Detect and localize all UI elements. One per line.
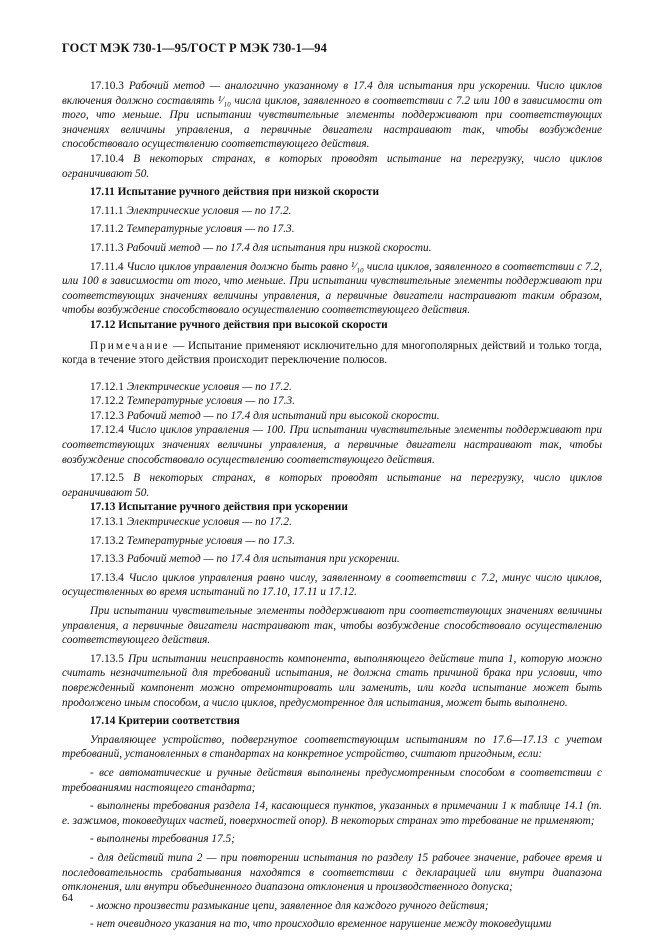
paragraph-number: 17.13.4 <box>90 571 124 584</box>
paragraph-text: Рабочий метод — по 17.4 для испытания при ускорении. <box>126 553 400 566</box>
paragraph-17-14-intro <box>62 733 602 762</box>
paragraph-text: Электрические условия — по 17.2. <box>126 380 292 393</box>
section-heading-17-12 <box>62 318 602 333</box>
list-item-text: - для действий типа 2 — при повторении испытания по разделу 15 рабочее значение, рабочее время и последовательность срабатывания находятся в соответствии с декларацией или внутри диапазона отклонения, или внутри объединенного диапазона отклонения и производственного допуска; <box>62 851 602 894</box>
paragraph-text: Рабочий метод — аналогично указанному в 17.4 для испытания при ускорении. Число циклов включения должно составлять ¹⁄₁₀ числа циклов, заявленного в соответствии с 7.2 или 100 в зависимости от того, что меньше. При испытании чувствительные элементы поддерживают при соответствующих значениях величины управления, а первичные двигатели настраивают так, чтобы возбуждение способствовало осуществлению соответствующего действия. <box>62 80 603 151</box>
paragraph-17-11-1 <box>62 204 602 219</box>
section-number: 17.11 <box>90 186 115 199</box>
paragraph-number: 17.12.3 <box>90 409 124 422</box>
list-item-text: - все автоматические и ручные действия выполнены предусмотренным способом в соответствии с требованиями настоящего стандарта; <box>62 766 602 794</box>
paragraph-number: 17.13.1 <box>90 516 124 529</box>
paragraph-text: При испытании чувствительные элементы поддерживают при соответствующих значениях величины управления, а первичные двигатели настраивают так, чтобы возбуждение способствовало осуществлению соответствующего действия. <box>62 605 602 647</box>
paragraph-17-13-4 <box>62 571 602 600</box>
paragraph-text: При испытании неисправность компонента, выполняющего действие типа 1, которую можно считать незначительной для требований испытания, не должна стать причиной брака при условии, что поврежденный компонент можно отремонтировать или заменить, или когда испытание может быть продолжено иным способом, а число циклов, предусмотренное для испытания, может быть выполнено. <box>62 652 602 709</box>
list-item <box>62 799 602 828</box>
page-body <box>62 79 602 932</box>
paragraph-17-11-2 <box>62 222 602 237</box>
paragraph-17-12-1 <box>62 380 602 395</box>
paragraph-17-13-2 <box>62 534 602 549</box>
note <box>62 339 602 368</box>
section-title: Испытание ручного действия при низкой скорости <box>117 186 379 199</box>
paragraph-number: 17.12.5 <box>90 472 124 485</box>
note-label: Примечание <box>90 339 170 352</box>
section-heading-17-14 <box>62 714 602 729</box>
paragraph-number: 17.13.5 <box>90 652 124 665</box>
paragraph-number: 17.13.2 <box>90 534 124 547</box>
paragraph-text: Электрические условия — по 17.2. <box>126 516 292 529</box>
paragraph-text: Управляющее устройство, подвергнутое соответствующим испытаниям по 17.6—17.13 с учетом требований, установленных в стандартах на конкретное устройство, считают пригодным, если: <box>62 733 602 761</box>
paragraph-text: Температурные условия — по 17.3. <box>126 223 295 236</box>
paragraph-text: Число циклов управления должно быть равно ¹⁄₁₀ числа циклов, заявленного в соответствии с 7.2, или 100 в зависимости от того, что меньше. При испытании чувствительные элементы поддерживают при соответствующих значениях величины управления, а первичные двигатели настраивают таким образом, чтобы возбуждение способствовало осуществлению соответствующего действия. <box>62 260 602 317</box>
list-item-text: - выполнены требования раздела 14, касающиеся пунктов, указанных в примечании 1 к таблице 14.1 (т. е. зажимов, токоведущих частей, поверхностей опор). В некоторых странах это требование не применяют; <box>62 800 602 827</box>
list-item <box>62 899 602 914</box>
section-number: 17.14 <box>90 715 116 728</box>
paragraph-number: 17.12.4 <box>90 424 124 437</box>
paragraph-17-13-3 <box>62 552 602 567</box>
section-title: Испытание ручного действия при ускорении <box>118 501 348 514</box>
paragraph-17-13-5 <box>62 652 602 710</box>
paragraph-number: 17.11.3 <box>90 241 124 254</box>
paragraph-17-13-1 <box>62 515 602 530</box>
list-item <box>62 832 602 847</box>
paragraph-text: Рабочий метод — по 17.4 для испытаний при высокой скорости. <box>126 409 440 422</box>
paragraph-text: В некоторых странах, в которых проводят испытание на перегрузку, число циклов ограничивают 50. <box>62 472 602 499</box>
paragraph-17-12-5 <box>62 471 602 500</box>
paragraph-text: Температурные условия — по 17.3. <box>126 395 295 408</box>
paragraph-number: 17.13.3 <box>90 553 124 566</box>
list-item-text: - нет очевидного указания на то, что происходило временное нарушение между токоведущими <box>90 918 552 931</box>
section-number: 17.12 <box>90 318 116 331</box>
paragraph-text: Температурные условия — по 17.3. <box>126 534 295 547</box>
paragraph-text: Число циклов управления — 100. При испытании чувствительные элементы поддерживают при соответствующих значениях величины управления, а первичные двигатели настраивают так, чтобы возбуждение способствовало осуществлению соответствующего действия. <box>62 424 603 466</box>
paragraph-text: Рабочий метод — по 17.4 для испытания при низкой скорости. <box>126 241 432 254</box>
section-heading-17-13 <box>62 500 602 515</box>
list-item-text: - выполнены требования 17.5; <box>90 833 235 846</box>
section-title: Критерии соответствия <box>118 715 240 728</box>
paragraph-17-10-4 <box>62 152 602 181</box>
paragraph-number: 17.12.1 <box>90 380 124 393</box>
list-item <box>62 917 602 932</box>
list-item <box>62 766 602 795</box>
section-number: 17.13 <box>90 501 116 514</box>
paragraph-number: 17.10.3 <box>90 80 124 92</box>
note-text: — Испытание применяют исключительно для многополярных действий и только тогда, когда в течение этого действия происходит переключение полюсов. <box>62 339 602 367</box>
list-item-text: - можно произвести размыкание цепи, заявленное для каждого ручного действия; <box>90 899 489 912</box>
paragraph-17-12-4 <box>62 423 602 467</box>
paragraph-number: 17.10.4 <box>90 152 124 165</box>
paragraph-17-10-3 <box>62 79 602 152</box>
paragraph-text: Электрические условия — по 17.2. <box>126 204 292 217</box>
paragraph-17-11-3 <box>62 241 602 256</box>
paragraph-number: 17.11.1 <box>90 204 124 217</box>
page-header: ГОСТ МЭК 730-1—95/ГОСТ Р МЭК 730-1—94 <box>62 41 327 55</box>
paragraph-17-13-4-cont <box>62 604 602 648</box>
paragraph-17-11-4 <box>62 260 602 318</box>
paragraph-text: Число циклов управления равно числу, заявленному в соответствии с 7.2, минус число циклов, осуществленных во время испытаний по 17.10, 17.11 и 17.12. <box>62 571 602 599</box>
list-item <box>62 851 602 895</box>
page-number: 64 <box>62 892 73 904</box>
paragraph-17-12-2 <box>62 394 602 409</box>
paragraph-number: 17.11.2 <box>90 223 124 236</box>
paragraph-number: 17.12.2 <box>90 395 124 408</box>
section-title: Испытание ручного действия при высокой скорости <box>118 318 388 331</box>
paragraph-number: 17.11.4 <box>90 260 124 273</box>
section-heading-17-11 <box>62 185 602 200</box>
paragraph-17-12-3 <box>62 409 602 424</box>
paragraph-text: В некоторых странах, в которых проводят испытание на перегрузку, число циклов ограничивают 50. <box>62 152 602 180</box>
